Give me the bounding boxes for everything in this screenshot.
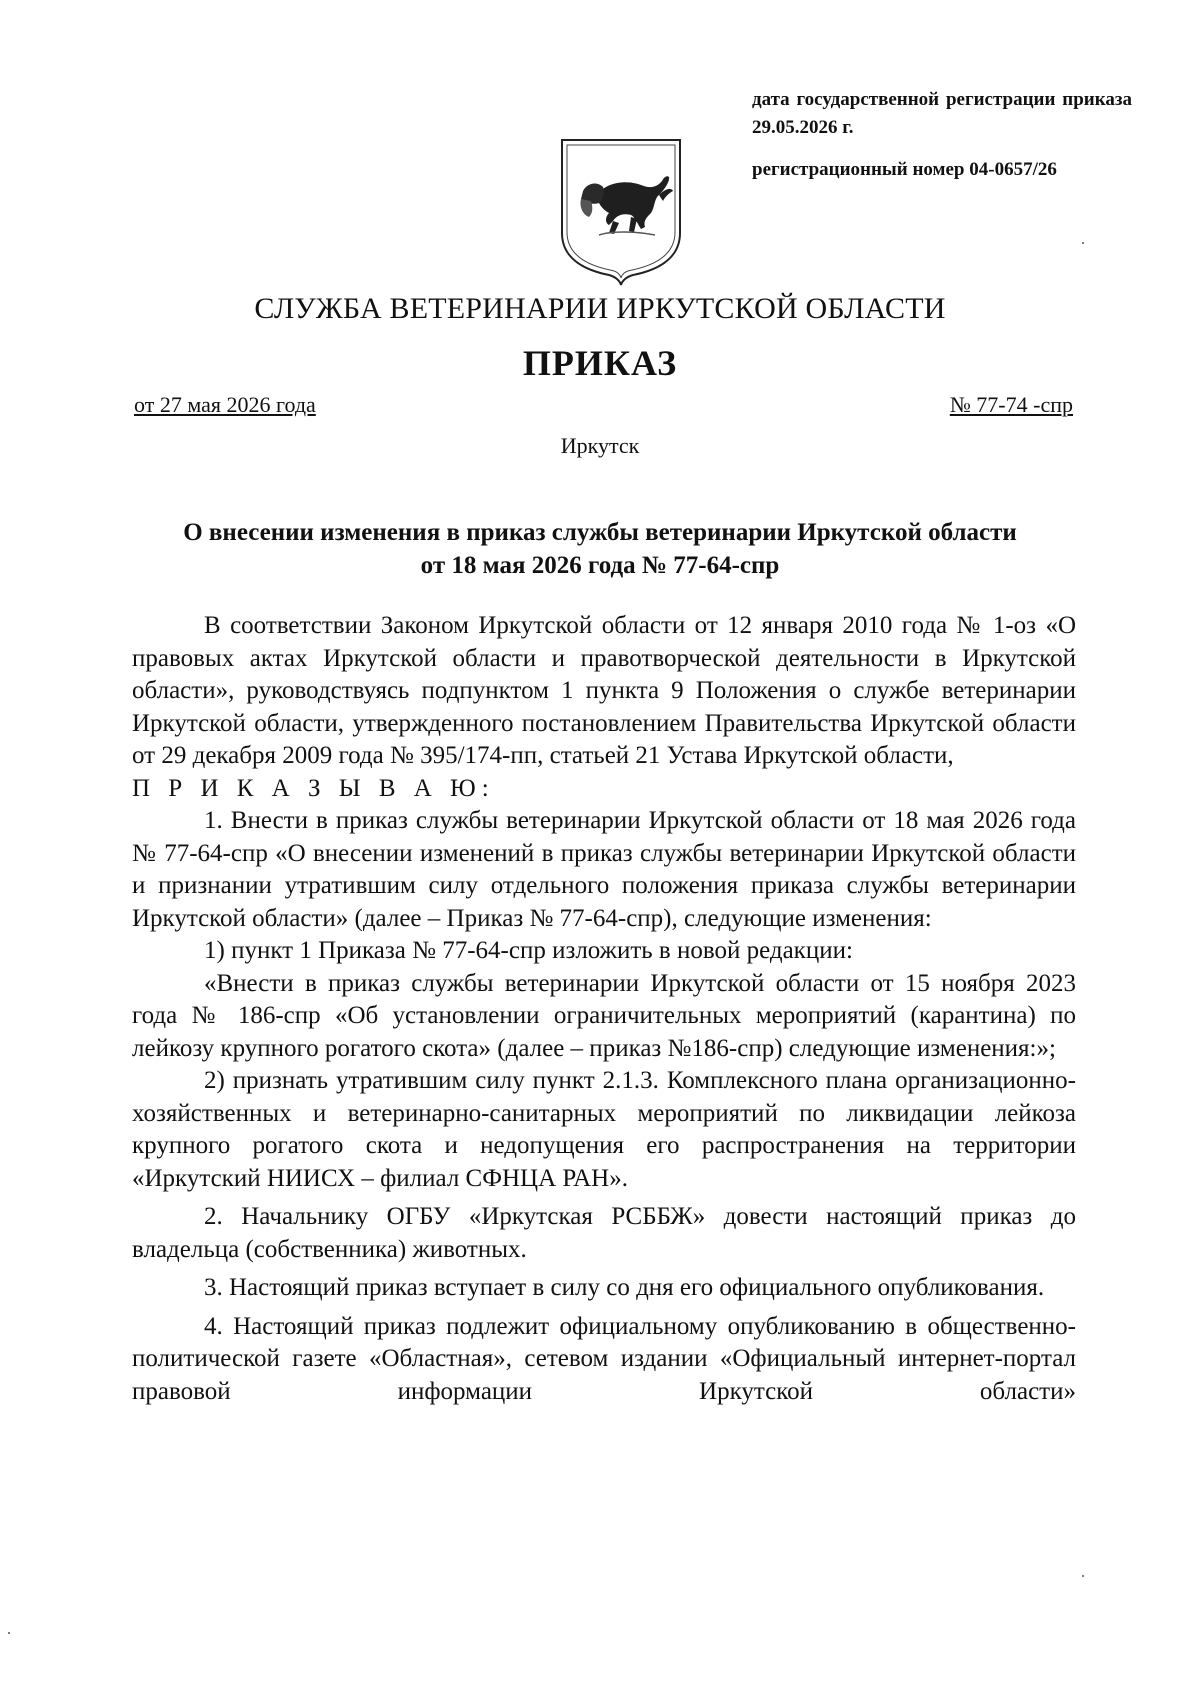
city: Иркутск: [560, 433, 640, 458]
scan-speck: [1082, 242, 1084, 244]
document-title: ПРИКАЗ: [522, 343, 678, 383]
scan-speck: [8, 1632, 10, 1634]
item-2-paragraph: 2. Начальнику ОГБУ «Иркутская РСББЖ» довести настоящий приказ до владельца (собственника) животных.: [132, 1203, 1076, 1263]
registration-note: [752, 86, 1132, 184]
item-4-paragraph: 4. Настоящий приказ подлежит официальному опубликованию в общественно-политической газете «Областная», сетевом издании «Официальный интернет-портал правовой информации Иркутской области»: [132, 1312, 1076, 1405]
coat-of-arms-icon: [559, 137, 683, 287]
order-number: № 77-74 -спр: [949, 392, 1073, 417]
scan-speck: [1082, 1575, 1084, 1577]
subject-heading: [120, 516, 1080, 582]
item-1-1-quote-paragraph: «Внести в приказ службы ветеринарии Иркутской области от 15 ноября 2023 года № 186-спр «Об установлении ограничительных мероприятий (карантина) по лейкозу крупного рогатого скота» (далее – приказ №186-спр) следующие изменения:»;: [132, 969, 1076, 1062]
item-3-paragraph: 3. Настоящий приказ вступает в силу со дня его официального опубликования.: [204, 1274, 1045, 1301]
registration-date: дата государственной регистрации приказа 29.05.2026 г.: [752, 89, 1132, 138]
preamble-paragraph: В соответствии Законом Иркутской области от 12 января 2010 года № 1-оз «О правовых актах Иркутской области и правотворческой деятельности в Иркутской области», руководствуясь подпунктом 1 пункта 9 Положения о службе ветеринарии Иркутской области, утвержденного постановлением Правительства Иркутской области от 29 декабря 2009 года № 395/174-пп, статьей 21 Устава Иркутской области,: [132, 612, 1076, 769]
order-body: [132, 610, 1076, 1408]
item-1-paragraph: 1. Внести в приказ службы ветеринарии Иркутской области от 18 мая 2026 года № 77-64-спр «О внесении изменений в приказ службы ветеринарии Иркутской области и признании утратившим силу отдельного положения приказа службы ветеринарии Иркутской области» (далее – Приказ № 77-64-спр), следующие изменения:: [132, 807, 1076, 932]
subject-line-2: от 18 мая 2026 года № 77-64-спр: [420, 552, 780, 579]
order-date: от 27 мая 2026 года: [134, 392, 316, 417]
item-1-1-paragraph: 1) пункт 1 Приказа № 77-64-спр изложить в новой редакции:: [204, 937, 853, 964]
subject-line-1: О внесении изменения в приказ службы ветеринарии Иркутской области: [183, 519, 1017, 546]
order-word: П Р И К А З Ы В А Ю:: [132, 774, 495, 802]
item-1-2-paragraph: 2) признать утратившим силу пункт 2.1.3. Комплексного плана организационно-хозяйственных и ветеринарно-санитарных мероприятий по ликвидации лейкоза крупного рогатого скота и недопущения его распространения на территории «Иркутский НИИСХ – филиал СФНЦА РАН».: [132, 1067, 1076, 1192]
registration-number: регистрационный номер 04-0657/26: [752, 159, 1057, 180]
agency-name: СЛУЖБА ВЕТЕРИНАРИИ ИРКУТСКОЙ ОБЛАСТИ: [254, 292, 946, 325]
